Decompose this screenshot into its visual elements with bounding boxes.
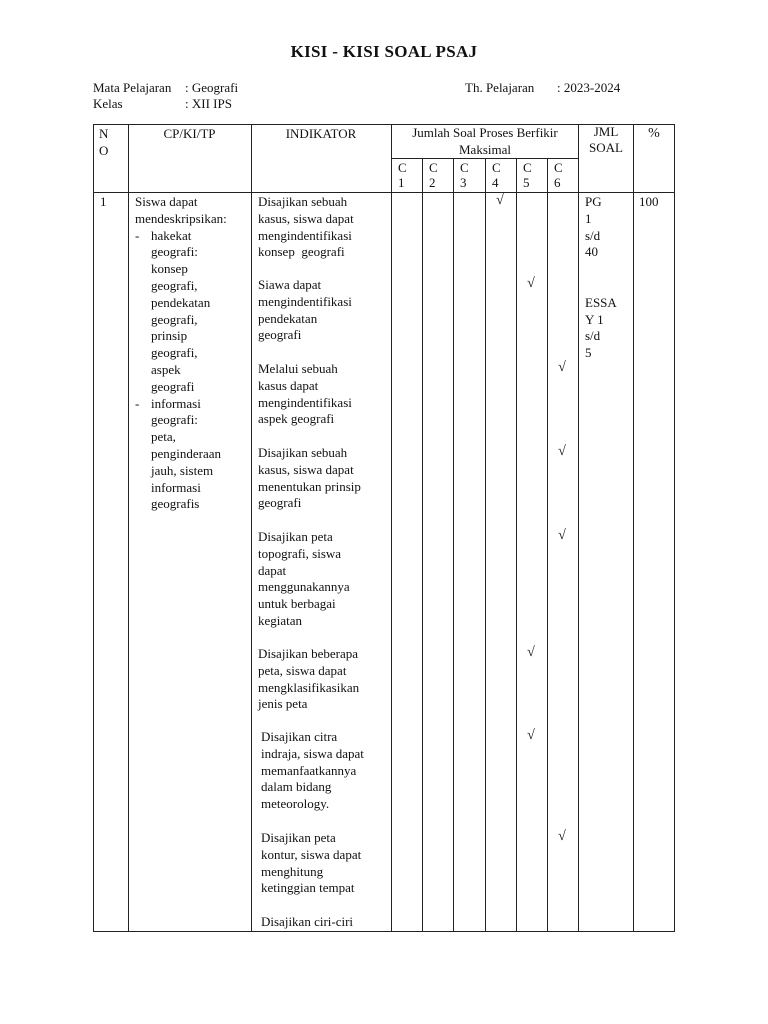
cp-bullet-line: geografi: (151, 244, 198, 260)
indicator-line: peta, siswa dapat (258, 662, 347, 678)
indicator-line: kasus dapat (258, 377, 319, 393)
jml-line: Y 1 (585, 311, 604, 327)
indicator-line: Disajikan ciri-ciri (261, 914, 354, 929)
indicator-line: Disajikan peta (258, 529, 333, 544)
class-value: : XII IPS (185, 96, 232, 111)
level-number: 1 (398, 175, 405, 190)
header-percent: % (648, 126, 660, 141)
col-divider-c2 (453, 158, 454, 932)
document-title: KISI - KISI SOAL PSAJ (290, 42, 478, 61)
cp-bullet-line: informasi (151, 479, 201, 495)
level-header-c4 (492, 160, 504, 190)
cp-bullet-line: pendekatan (151, 294, 211, 310)
indicator-line: kasus, siswa dapat (258, 461, 354, 477)
jml-line: 5 (585, 345, 592, 361)
cp-bullet-line: geografi, (151, 277, 198, 293)
cp-bullet-line: konsep (151, 261, 188, 277)
header-cp: CP/KI/TP (163, 126, 216, 141)
header-indikator: INDIKATOR (285, 126, 357, 141)
cp-bullet-item (135, 228, 249, 396)
check-mark-c6: √ (558, 829, 566, 844)
cp-bullet-line: informasi (151, 395, 201, 411)
indicator-item (261, 914, 391, 931)
cp-intro-line1: Siswa dapat (135, 194, 198, 209)
indicator-line: mengindentifikasi (258, 293, 352, 309)
level-letter: C (554, 160, 563, 175)
header-jumlah-line1: Jumlah Soal Proses Berfikir (412, 125, 558, 140)
indicator-line: meteorology. (261, 796, 330, 812)
indicator-line: ketinggian tempat (261, 880, 355, 896)
cp-bullet-line: aspek (151, 361, 181, 377)
subject-value: : Geografi (185, 80, 239, 95)
indicator-line: Siawa dapat (258, 277, 322, 292)
cp-bullet-line: peta, (151, 429, 176, 445)
check-mark-c5: √ (527, 645, 535, 660)
check-mark-c5: √ (527, 276, 535, 291)
col-divider-c4 (516, 158, 517, 932)
cp-bullet-line: hakekat (151, 227, 192, 243)
indicator-line: kontur, siswa dapat (261, 846, 362, 862)
indicator-line: menghitung (261, 863, 324, 879)
cp-intro-line2: mendeskripsikan: (135, 210, 227, 226)
indicator-line: untuk berbagai (258, 596, 336, 612)
indicator-line: mengindentifikasi (258, 227, 352, 243)
level-header-c2 (429, 160, 441, 190)
indicator-line: geografi (258, 495, 302, 511)
indicator-line: dapat (258, 562, 287, 578)
kisi-table (93, 124, 675, 932)
header-jml-line2: SOAL (589, 140, 623, 155)
jml-line: 40 (585, 244, 598, 260)
bullet-dash: - (135, 395, 140, 411)
check-mark-c5: √ (527, 728, 535, 743)
table-border-right (674, 124, 675, 932)
col-divider-c5 (547, 158, 548, 932)
level-letter: C (492, 160, 501, 175)
level-letter: C (523, 160, 532, 175)
header-separator (93, 192, 675, 193)
cp-cell (135, 194, 249, 513)
indicator-line: dalam bidang (261, 779, 332, 795)
indicator-line: jenis peta (258, 696, 308, 712)
jml-line (585, 278, 631, 295)
check-mark-c6: √ (558, 360, 566, 375)
level-header-c1 (398, 160, 410, 190)
indicator-line: mengklasifikasikan (258, 679, 360, 695)
col-divider-c3 (485, 158, 486, 932)
header-no-line1: N (99, 126, 109, 141)
header-jml-line1: JML (593, 124, 619, 139)
indicator-line: menentukan prinsip (258, 478, 361, 494)
indicator-item (258, 277, 388, 344)
bullet-dash: - (135, 227, 140, 243)
indicator-item (258, 529, 388, 630)
class-label: Kelas (93, 96, 123, 111)
indicator-line: topografi, siswa (258, 545, 342, 561)
jml-line: ESSA (585, 294, 617, 310)
indicator-line: geografi (258, 327, 302, 343)
level-number: 2 (429, 175, 436, 190)
header-no (99, 126, 123, 160)
indicator-line: konsep geografi (258, 244, 345, 260)
cp-bullet-line: geografi, (151, 345, 198, 361)
year-value: : 2023-2024 (557, 80, 621, 95)
table-border-bottom (93, 931, 675, 932)
jml-line: s/d (585, 227, 601, 243)
col-divider-c6 (578, 124, 579, 932)
cp-bullet-line: penginderaan (151, 445, 222, 461)
indicator-line: Disajikan sebuah (258, 194, 348, 209)
level-number: 5 (523, 175, 530, 190)
indicator-line: indraja, siswa dapat (261, 745, 364, 761)
check-mark-c6: √ (558, 444, 566, 459)
jml-soal-cell (585, 194, 631, 362)
col-divider-no (128, 124, 129, 932)
indicator-line: Disajikan beberapa (258, 646, 358, 661)
table-border-left (93, 124, 94, 932)
indicator-line: Disajikan sebuah (258, 445, 348, 460)
cp-bullet-line: geografi, (151, 311, 198, 327)
header-jumlah (391, 124, 579, 158)
row-number: 1 (100, 194, 107, 209)
cp-bullet-item (135, 396, 249, 514)
header-no-line2: O (99, 142, 109, 158)
indicator-item (261, 729, 391, 813)
subject-label: Mata Pelajaran (93, 80, 172, 95)
indicator-line: aspek geografi (258, 411, 335, 427)
jml-line: 1 (585, 210, 592, 226)
cp-bullet-line: geografi (151, 378, 195, 394)
col-divider-cp (251, 124, 252, 932)
jml-line: PG (585, 194, 602, 209)
indicator-line: menggunakannya (258, 579, 350, 595)
indicator-line: pendekatan (258, 310, 318, 326)
col-divider-jml (633, 124, 634, 932)
level-header-c6 (554, 160, 566, 190)
indicator-line: mengindentifikasi (258, 394, 352, 410)
indicator-line: kasus, siswa dapat (258, 210, 354, 226)
header-jml-soal (579, 124, 633, 156)
indicator-item (258, 361, 388, 428)
level-header-c5 (523, 160, 535, 190)
col-divider-indikator (391, 124, 392, 932)
level-letter: C (429, 160, 438, 175)
cp-bullet-line: jauh, sistem (151, 462, 214, 478)
indicator-line: Disajikan citra (261, 729, 338, 744)
cp-bullet-line: geografis (151, 496, 200, 512)
percent-value: 100 (639, 194, 659, 209)
year-label: Th. Pelajaran (465, 80, 535, 95)
level-letter: C (460, 160, 469, 175)
indicator-item (258, 194, 388, 261)
jml-line (585, 261, 631, 278)
level-letter: C (398, 160, 407, 175)
check-mark-c6: √ (558, 528, 566, 543)
level-header-c3 (460, 160, 472, 190)
jml-line: s/d (585, 328, 601, 344)
check-mark-c4: √ (496, 193, 504, 208)
level-number: 3 (460, 175, 467, 190)
indicator-line: Disajikan peta (261, 830, 336, 845)
cp-bullet-line: geografi: (151, 412, 198, 428)
header-jumlah-line2: Maksimal (459, 142, 511, 157)
col-divider-c1 (422, 158, 423, 932)
indicator-line: Melalui sebuah (258, 361, 338, 376)
indicator-item (261, 830, 391, 897)
level-number: 4 (492, 175, 499, 190)
indicator-item (258, 646, 388, 713)
indicator-item (258, 445, 388, 512)
indicator-line: kegiatan (258, 612, 303, 628)
level-number: 6 (554, 175, 561, 190)
indicator-line: memanfaatkannya (261, 762, 357, 778)
cp-bullet-line: prinsip (151, 328, 188, 344)
